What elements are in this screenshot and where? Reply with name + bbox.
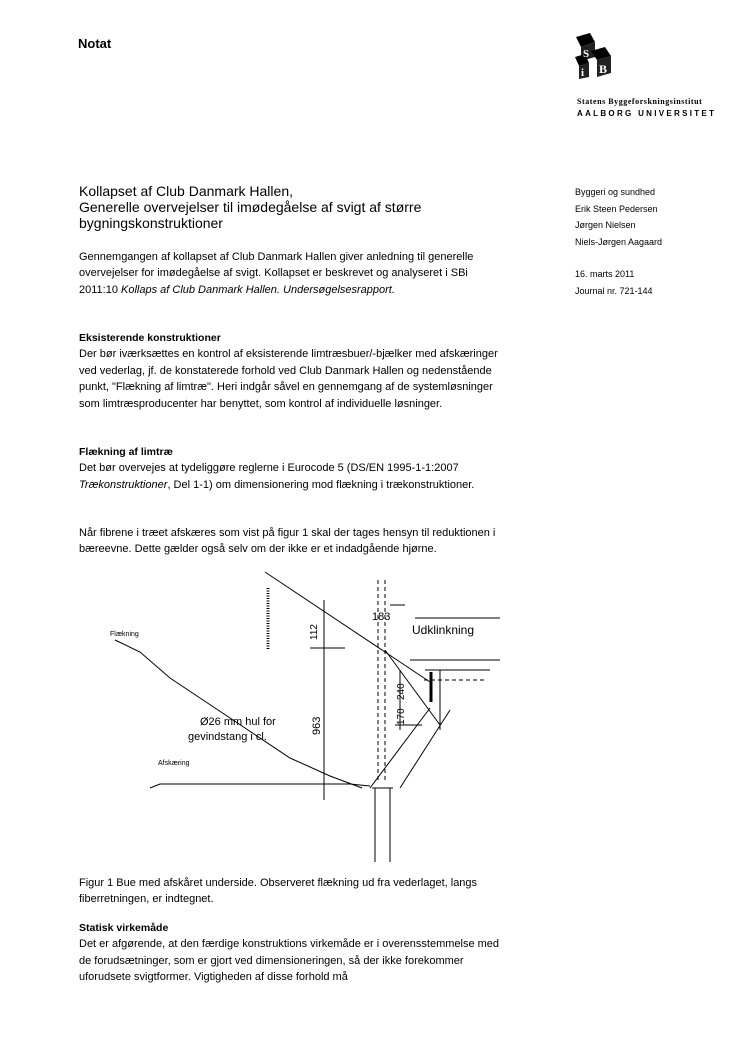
label-udklinkning: Udklinkning: [412, 623, 475, 637]
svg-text:B: B: [599, 62, 608, 76]
section-heading: Statisk virkemåde: [79, 922, 169, 934]
figure-caption: Figur 1 Bue med afskåret underside. Observeret flækning ud fra vederlaget, langs fiberretningen, er indtegnet.: [79, 877, 478, 906]
university-name: AALBORG UNIVERSITET: [577, 109, 717, 118]
dim-240: 240: [396, 683, 407, 700]
dim-963: 963: [311, 716, 323, 735]
svg-text:S: S: [583, 48, 590, 60]
dim-112: 112: [309, 624, 320, 640]
report-title: Kollaps af Club Danmark Hallen. Undersøgelsesrapport.: [121, 283, 395, 296]
section-existing-constructions: [79, 330, 507, 412]
metadata-authors: [575, 184, 662, 250]
section-static-behaviour: [79, 920, 507, 986]
institute-name: Statens Byggeforskningsinstitut: [577, 97, 703, 106]
journal-number: Journal nr. 721-144: [575, 285, 653, 296]
label-hole-line-2: gevindstang i cl.: [188, 731, 267, 743]
dim-170: 170: [396, 708, 407, 725]
metadata-date: [575, 266, 653, 299]
dim-183: 183: [372, 611, 391, 623]
title-line-2: Generelle overvejelser til imødegåelse af svigt af større: [79, 199, 422, 215]
intro-paragraph: Gennemgangen af kollapset af Club Danmark Hallen giver anledning til generelle overvejelser for imødegåelse af svigt. Kollapset er beskrevet og analyseret i SBi 2011:10 Kollaps af Club Danmark Hallen. Undersøgelsesrapport.: [79, 251, 474, 296]
section-text: Det er afgørende, at den færdige konstruktions virkemåde er i overensstemmelse med de forudsætninger, som er gjort ved dimensioneringen, så der ikke forekommer uforudsete svigtformer. Vigtigheden af disse forhold må: [79, 938, 500, 984]
sbi-logo: [573, 33, 613, 79]
label-hole-line-1: Ø26 mm hul for: [200, 716, 276, 728]
section-text: Der bør iværksættes en kontrol af eksisterende limtræsbuer/-bjælker med afskæringer ved vederlag, jf. de konstaterede forhold ved Club Danmark Hallen og nedenstående punkt, "Flækning af limtræ". Heri indgår såvel en gennemgang af de systemløsninger som limtræsproducenter har benyttet, som kontrol af individuelle løsninger.: [79, 348, 498, 410]
label-flaekning: Flækning: [110, 631, 139, 638]
author: Jørgen Nielsen: [575, 220, 636, 230]
author: Erik Steen Pedersen: [575, 203, 658, 214]
department: Byggeri og sundhed: [575, 187, 656, 197]
title-line-3: bygningskonstruktioner: [79, 215, 223, 231]
figure-drawing: [100, 570, 500, 865]
section-splitting: Flækning af limtræ Det bør overvejes at tydeliggøre reglerne i Eurocode 5 (DS/EN 1995-1-1:2007 Trækonstruktioner, Del 1-1) om dimensionering mod flækning i trækonstruktioner.: [79, 444, 507, 493]
date: 16. marts 2011: [575, 269, 635, 279]
document-type-label: Notat: [78, 36, 112, 51]
author: Niels-Jørgen Aagaard: [575, 236, 663, 247]
section-heading: Eksisterende konstruktioner: [79, 332, 221, 344]
label-afskaering: Afskæring: [158, 760, 190, 767]
title-line-1: Kollapset af Club Danmark Hallen,: [79, 183, 293, 199]
document-title: [79, 183, 499, 231]
section-heading: Flækning af limtræ: [79, 446, 173, 458]
figure-intro-paragraph: Når fibrene i træet afskæres som vist på figur 1 skal der tages hensyn til reduktionen i bæreevne. Dette gælder også selv om der ikke er et indadgående hjørne.: [79, 527, 496, 556]
svg-text:i: i: [581, 67, 585, 79]
